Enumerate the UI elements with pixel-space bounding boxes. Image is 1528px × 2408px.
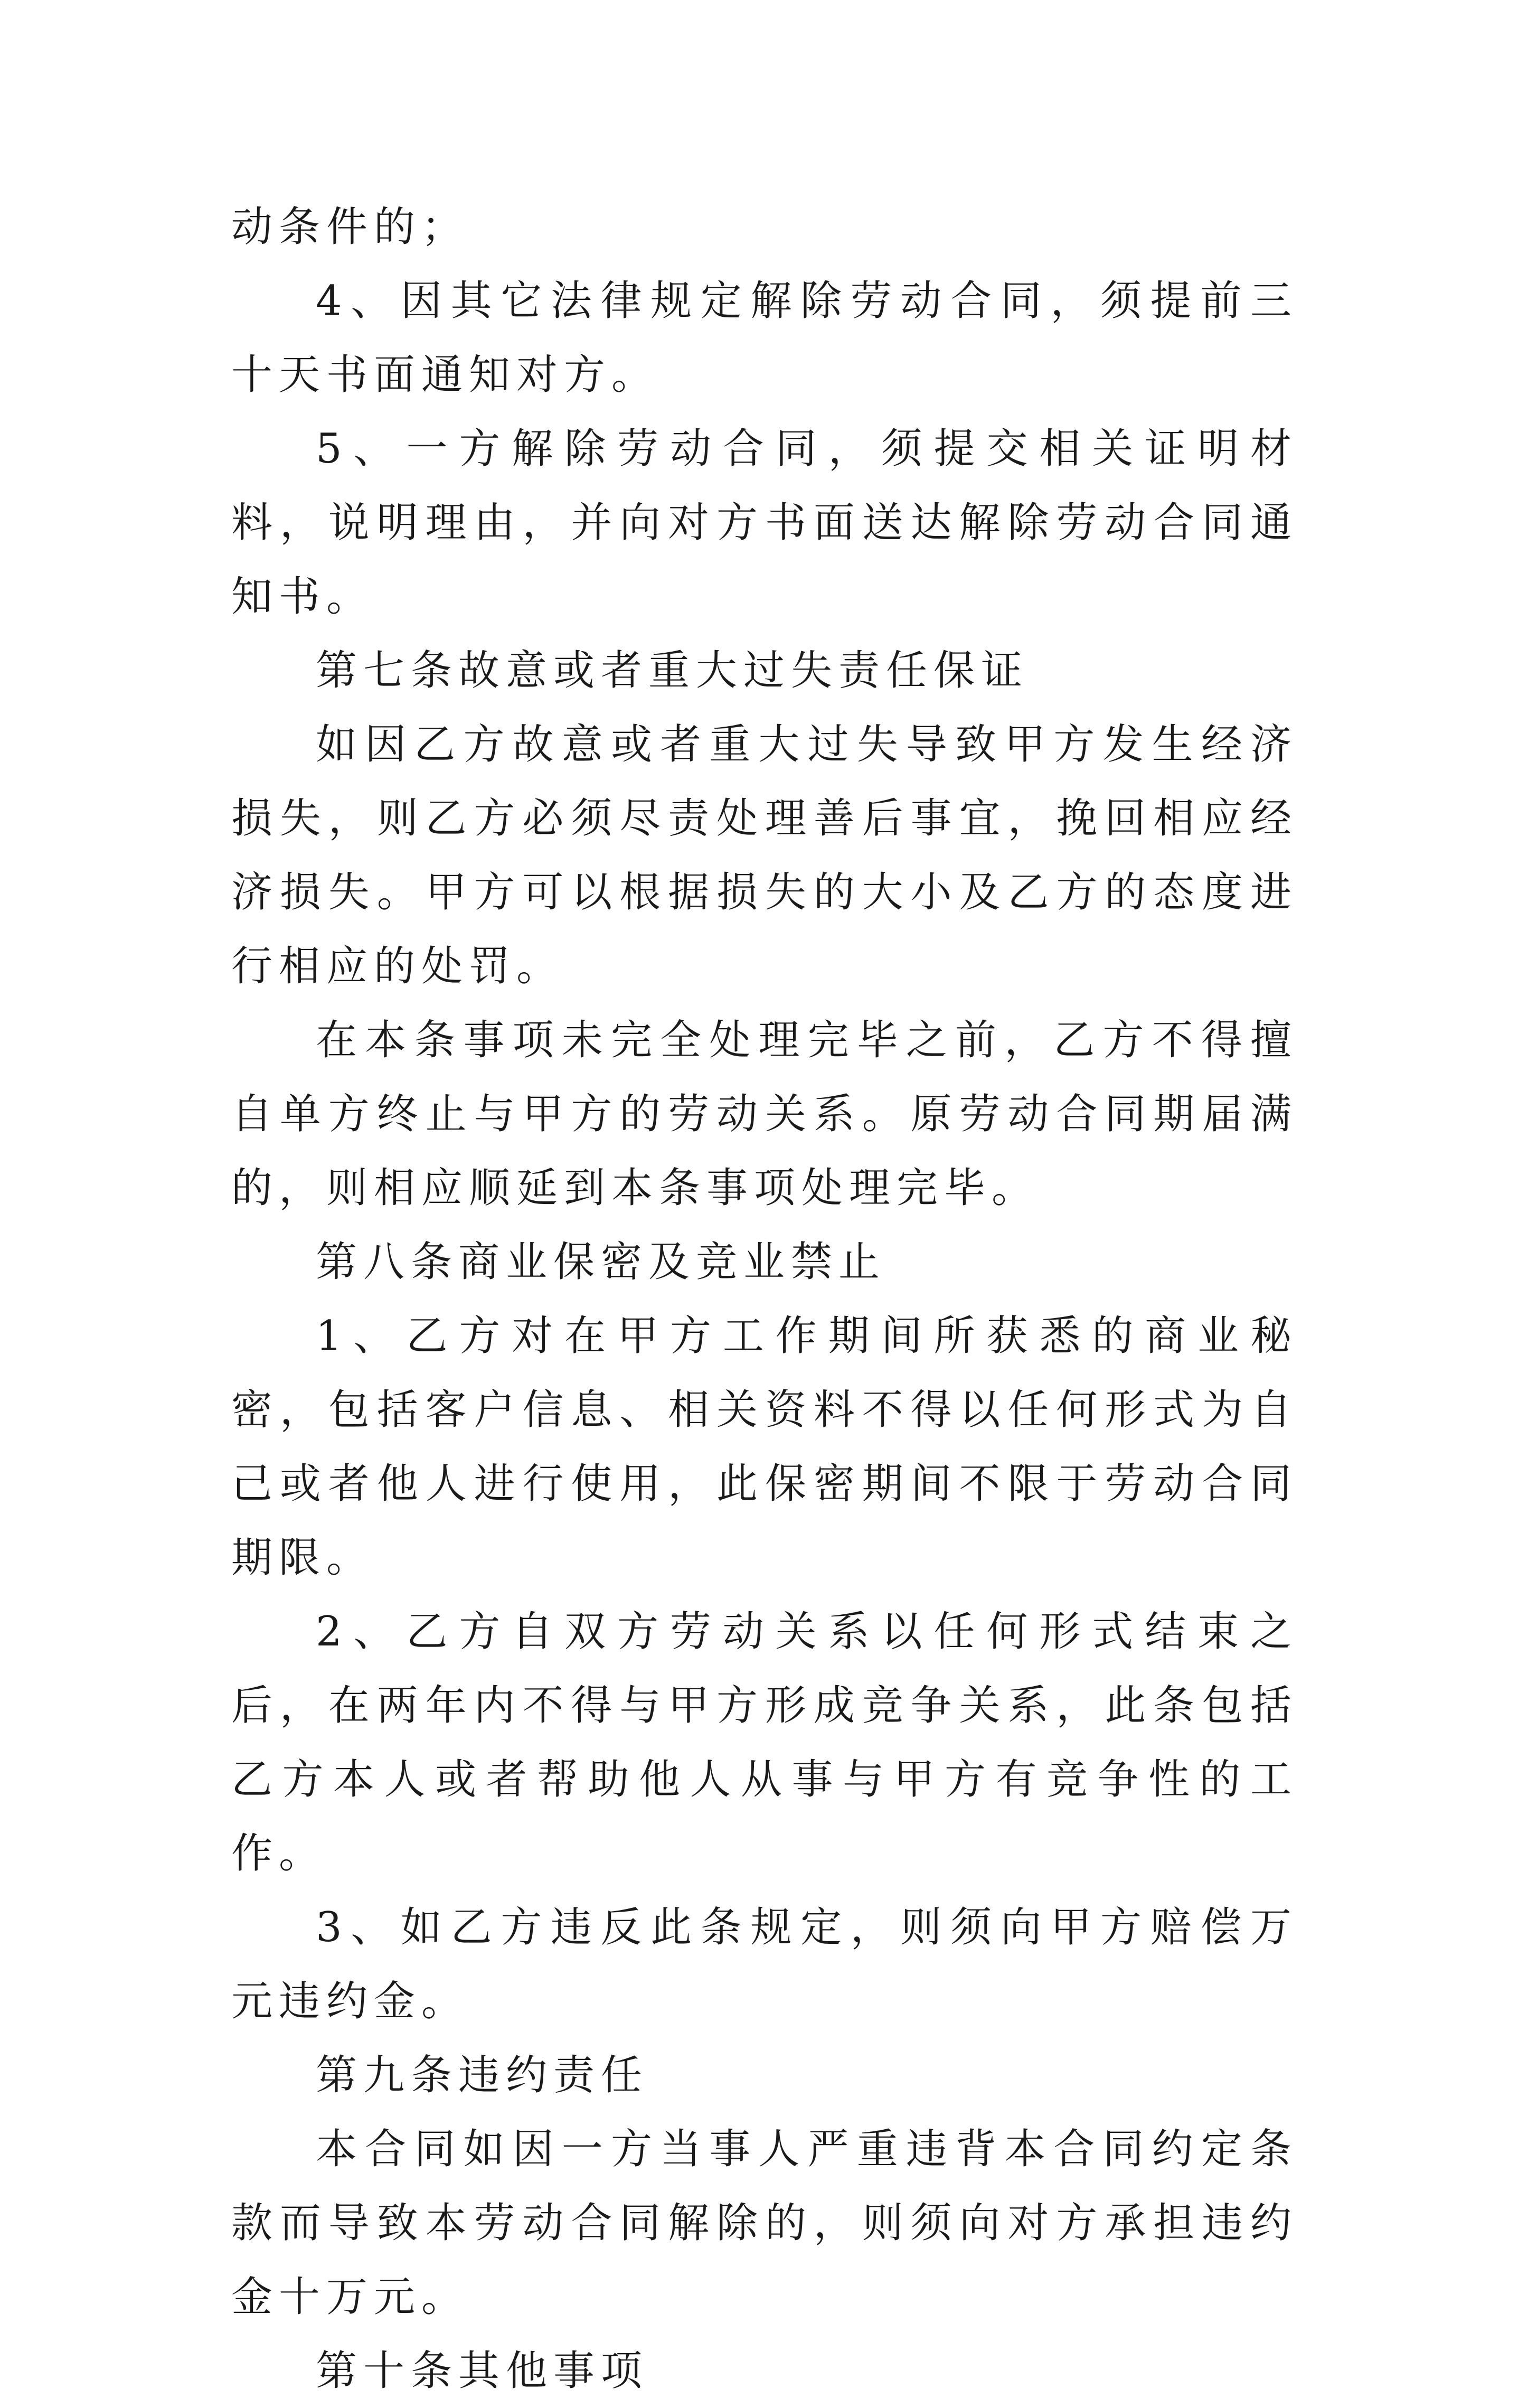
document-body xyxy=(231,190,1298,2408)
paragraph-article-8-clause-2: 2、乙方自双方劳动关系以任何形式结束之后，在两年内不得与甲方形成竞争关系，此条包括乙方本人或者帮助他人从事与甲方有竞争性的工作。 xyxy=(231,1608,1298,1877)
section-heading-article-7: 第七条故意或者重大过失责任保证 xyxy=(316,647,1029,694)
paragraph-article-7-body-1: 如因乙方故意或者重大过失导致甲方发生经济损失，则乙方必须尽责处理善后事宜，挽回相应经济损失。甲方可以根据损失的大小及乙方的态度进行相应的处罚。 xyxy=(231,721,1298,990)
paragraph-clause-5: 5、一方解除劳动合同，须提交相关证明材料，说明理由，并向对方书面送达解除劳动合同通知书。 xyxy=(231,425,1298,620)
paragraph-article-7-body-2: 在本条事项未完全处理完毕之前，乙方不得擅自单方终止与甲方的劳动关系。原劳动合同期届满的，则相应顺延到本条事项处理完毕。 xyxy=(231,1017,1298,1212)
section-heading-article-10: 第十条其他事项 xyxy=(316,2347,649,2395)
paragraph-article-9-body: 本合同如因一方当事人严重违背本合同约定条款而导致本劳动合同解除的，则须向对方承担违约金十万元。 xyxy=(231,2125,1298,2321)
paragraph-article-8-clause-3: 3、如乙方违反此条规定，则须向甲方赔偿万元违约金。 xyxy=(231,1904,1298,2025)
paragraph-clause-4: 4、因其它法律规定解除劳动合同，须提前三十天书面通知对方。 xyxy=(231,277,1298,399)
section-heading-article-8: 第八条商业保密及竞业禁止 xyxy=(316,1238,886,1286)
paragraph-continuation: 动条件的； xyxy=(231,203,469,251)
paragraph-article-8-clause-1: 1、乙方对在甲方工作期间所获悉的商业秘密，包括客户信息、相关资料不得以任何形式为自己或者他人进行使用，此保密期间不限于劳动合同期限。 xyxy=(231,1312,1298,1582)
section-heading-article-9: 第九条违约责任 xyxy=(316,2052,649,2099)
